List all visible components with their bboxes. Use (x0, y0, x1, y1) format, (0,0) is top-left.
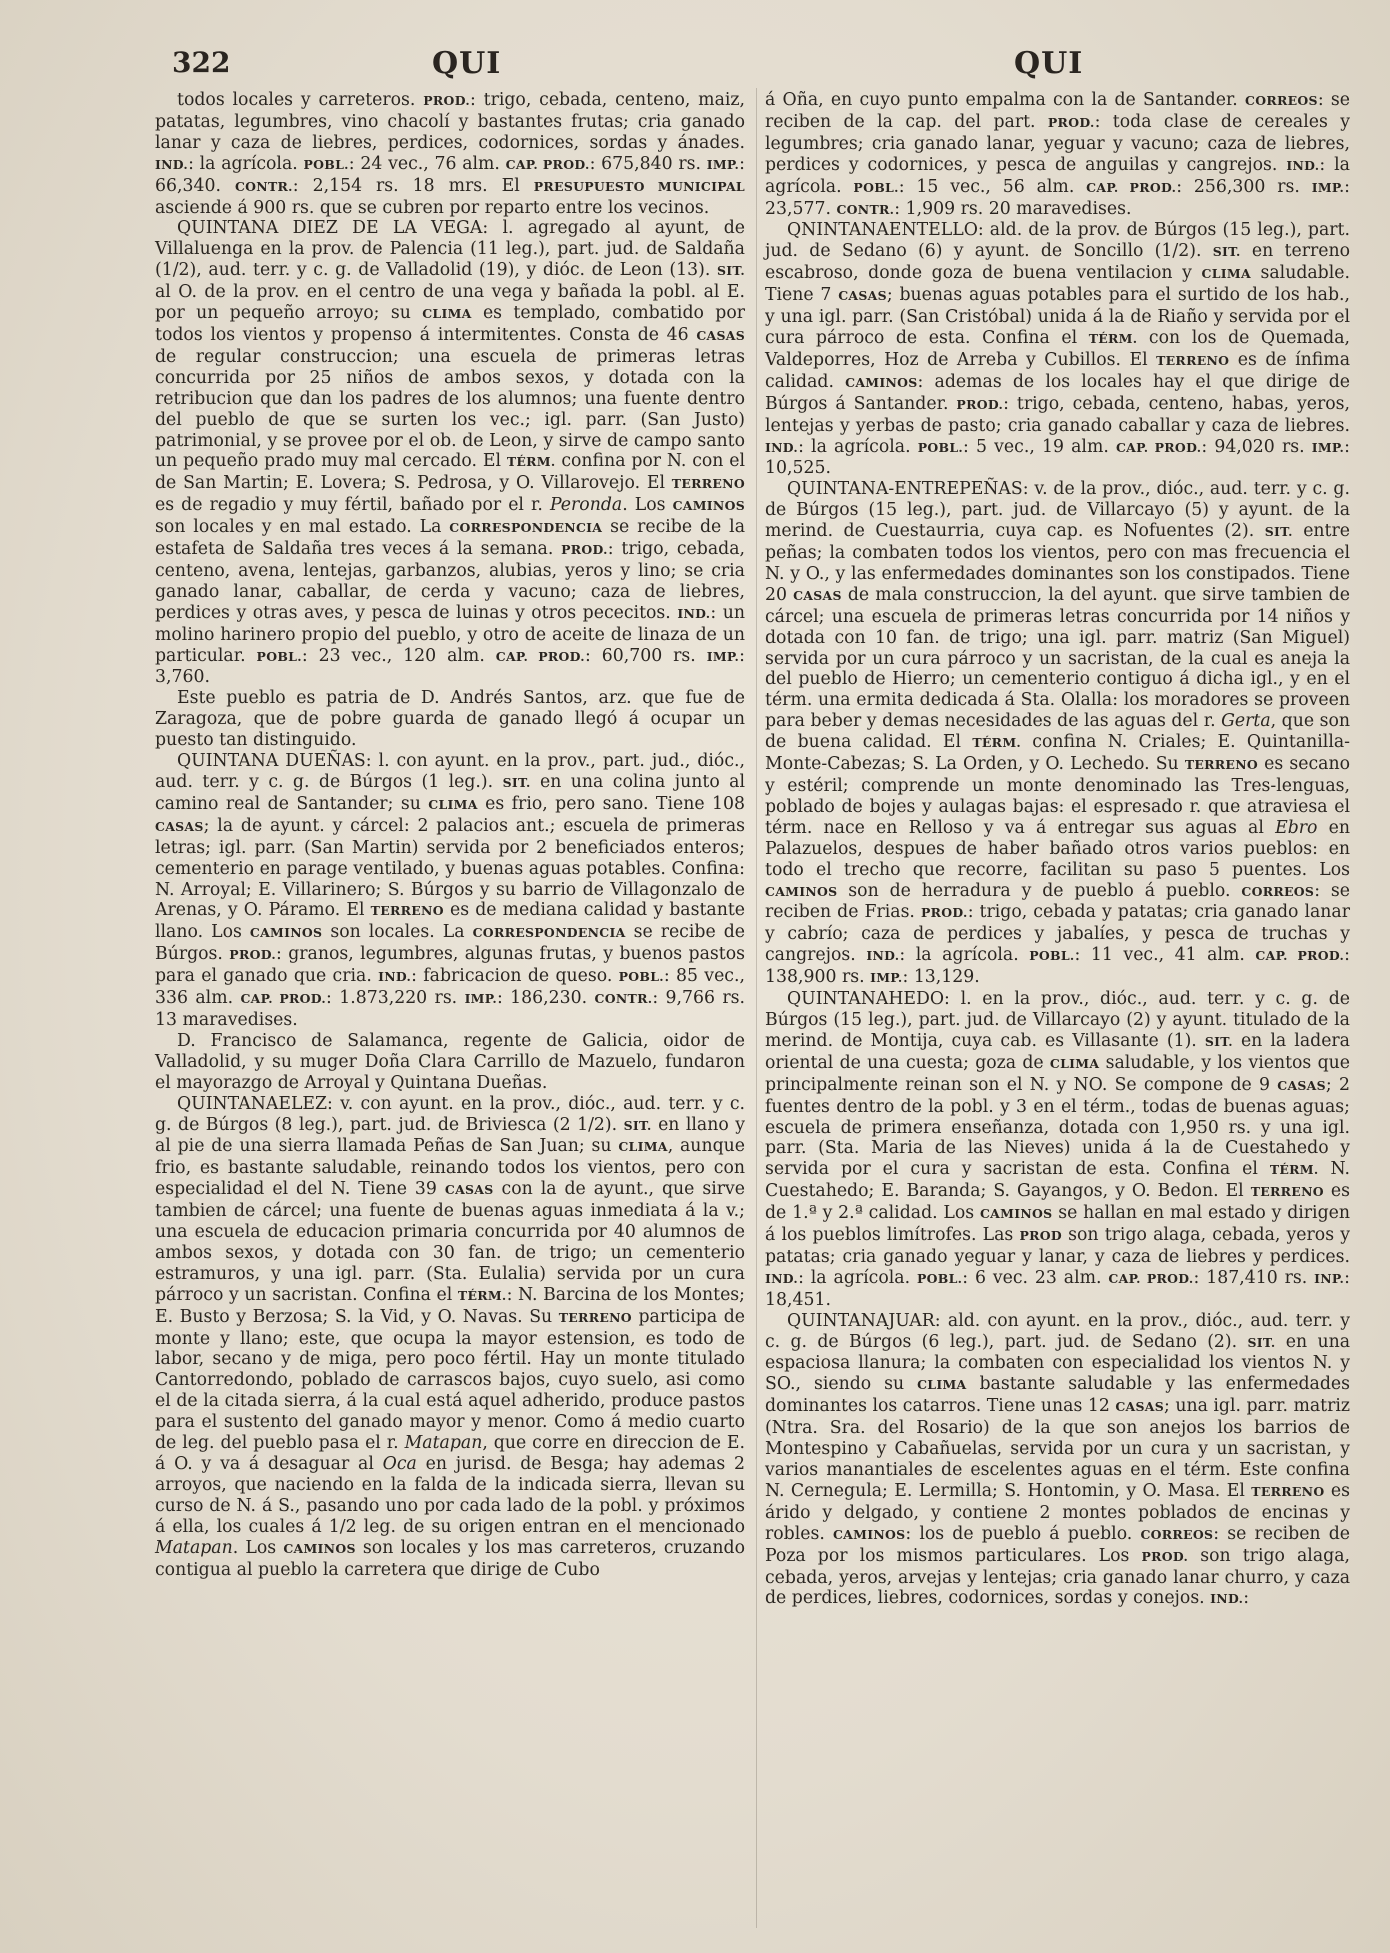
small-caps-term: CORRESPONDENCIA (449, 520, 603, 536)
text-run: : 9,766 rs. 13 maravedises. (155, 988, 746, 1030)
text-run: : 23,577. (765, 176, 1350, 219)
text-run: : 138,900 rs. (765, 945, 1350, 988)
small-caps-term: INP. (1314, 1270, 1345, 1286)
small-caps-term: CLIMA (422, 306, 472, 322)
small-caps-term: IMP. (464, 991, 497, 1007)
article-paragraph (155, 751, 745, 1031)
text-run: de regular construccion; una escuela de primeras letras concurrida por 25 niños de ambos sexos, y dotada con la retribucion que dan los padres de los alumnos; una fuente dentro del pueblo de que se surten los vec.; igl. parr. (San Justo) patrimonial, y se provee por el ob. de Leon, y sirve de campo santo un pequeño prado muy mal cercado. El (155, 346, 745, 472)
text-run: : trigo, cebada y patatas; cria ganado lanar y cabrío; caza de perdices y jabalíes, y pesca de truchas y cangrejos. (765, 902, 1351, 966)
small-caps-term: CASAS (444, 1182, 494, 1198)
small-caps-term: POBL. (917, 439, 964, 455)
text-run: , que son de buena calidad. El (765, 711, 1350, 753)
small-caps-term: POBL. (256, 648, 302, 664)
text-run: con los de Quemada, Valdeporres, Hoz de Arreba y Cubillos. El (765, 327, 1350, 370)
small-caps-term: IMP. (1311, 439, 1345, 455)
text-run: son de herradura y de pueblo á pueblo. (837, 880, 1242, 901)
article-paragraph (765, 989, 1350, 1311)
small-caps-term: TÉRM. (1269, 1162, 1319, 1178)
text-run: : la agrícola. (798, 1267, 917, 1288)
small-caps-term: SIT. (717, 263, 745, 279)
text-run: es árido y delgado, y contiene 2 montes poblados de encinas y robles. (765, 1480, 1351, 1544)
small-caps-term: CASAS (838, 288, 887, 304)
text-run: : 5 vec., 19 alm. (963, 436, 1116, 457)
italic-term: Gerta (1221, 711, 1271, 732)
text-run: . Los (622, 495, 673, 516)
small-caps-term: SIT. (1212, 244, 1241, 260)
small-caps-term: CAMINOS (832, 1526, 906, 1542)
small-caps-term: PROD. (229, 947, 276, 963)
small-caps-term: TERRENO (1184, 757, 1259, 773)
small-caps-term: IND. (866, 948, 900, 964)
small-caps-term: IMP. (706, 648, 740, 664)
text-run: á Oña, en cuyo punto empalma con la de Santander. (765, 90, 1246, 110)
text-run: : 2,154 rs. 18 mrs. El (292, 175, 534, 196)
italic-term: Oca (382, 1454, 417, 1474)
text-run: , aunque frio, es bastante saludable, reinando todos los vientos, pero con especialidad el del N. Tiene 39 (155, 1136, 745, 1200)
text-run: QUINTANA-ENTREPEÑAS: v. de la prov., dióc., aud. terr. y c. g. de Búrgos (15 leg.), part. jud. de Villarcayo (5) y ayunt. de la merind. de Cuestaurria, cuya cap. es Nofuentes (2). (765, 479, 1350, 542)
text-run: : se reciben de la cap. del part. (765, 90, 1350, 132)
text-run: en una colina junto al camino real de Santander; su (155, 772, 745, 814)
text-run: : la agrícola. (798, 436, 918, 457)
article-paragraph (765, 220, 1350, 479)
text-run: : 256,300 rs. (1176, 176, 1312, 197)
text-run: : la agrícola. (765, 154, 1350, 197)
text-run: saludable. Tiene 7 (765, 263, 1350, 306)
text-run: es frio, pero sano. Tiene 108 (477, 793, 745, 814)
text-run: : N. Barcina de los Montes; E. Busto y Berzosa; S. la Vid, y O. Navas. Su (155, 1284, 746, 1327)
small-caps-term: IND. (378, 969, 412, 985)
small-caps-term: CAP. PROD. (1115, 439, 1202, 455)
text-run: : la agrícola. (899, 945, 1030, 966)
small-caps-term: CAMINOS (672, 498, 746, 514)
small-caps-term: TERRENO (1251, 1483, 1325, 1499)
text-run: : 10,525. (765, 436, 1350, 479)
small-caps-term: CASAS (155, 818, 204, 834)
text-run: : trigo, cebada, centeno, habas, yeros, lentejas y yerbas de pasto; cria ganado caballar y caza de liebres. (765, 393, 1350, 436)
text-run: . Los (232, 1537, 284, 1558)
small-caps-term: CASAS (1115, 1399, 1164, 1415)
text-run: son locales y los mas carreteros, cruzando contigua al pueblo la carretera que dirige de Cubo (155, 1537, 746, 1580)
text-run: : 85 vec., 336 alm. (155, 966, 745, 1009)
small-caps-term: TERRENO (558, 1309, 632, 1325)
text-run: son locales. La (322, 922, 473, 943)
text-run: : 66,340. (155, 153, 745, 196)
running-head (0, 40, 1390, 90)
small-caps-term: IMP. (1311, 179, 1345, 195)
text-run: en Palazuelos, despues de haber bañado otros varios pueblos: en todo el trecho que recorre, facilitan su paso 5 puentes. Los (765, 817, 1350, 880)
text-run: ; buenas aguas potables para el surtido de los hab., y una igl. parr. (San Cristóbal) unida á la de Riaño y servida por el cura párroco de esta. Confina el (765, 285, 1350, 348)
text-run: se recibe de Búrgos. (155, 922, 745, 965)
small-caps-term: CONTR. (594, 991, 653, 1007)
text-run: se hallan en mal estado y dirigen á los pueblos limítrofes. Las (765, 1203, 1350, 1246)
text-run: en jurisd. de Besga; hay ademas 2 arroyos, que naciendo en la falda de la indicada sierra, llevan su curso de N. á S., pasando uno por cada lado de la pobl. y próximos á ella, los cuales á 1/2 leg. de su origen entran en el mencionado (155, 1454, 745, 1537)
italic-term: Peronda (549, 495, 623, 516)
right-column (765, 90, 1350, 1610)
text-run: : 187,410 rs. (1193, 1267, 1315, 1288)
small-caps-term: CORRESPONDENCIA (472, 925, 626, 941)
small-caps-term: SIT. (1204, 1033, 1233, 1049)
text-run: : 1,909 rs. 20 maravedises. (894, 198, 1132, 219)
article-paragraph (765, 479, 1350, 989)
text-run: todos locales y carreteros. (177, 90, 424, 110)
left-column (155, 90, 745, 1580)
small-caps-term: CORREOS (1140, 1526, 1214, 1542)
text-run: QUINTANAJUAR: ald. con ayunt. en la prov., dióc., aud. terr. y c. g. de Búrgos (6 leg.), part. jud. de Sedano (2). (765, 1310, 1350, 1352)
small-caps-term: PROD. (423, 93, 470, 108)
text-run: : granos, legumbres, algunas frutas, y buenos pastos para el ganado que cria. (155, 944, 745, 987)
small-caps-term: CORREOS (1241, 883, 1315, 899)
text-run: D. Francisco de Salamanca, regente de Galicia, oidor de Valladolid, y su muger Doña Clara Carrillo de Mazuelo, fundaron el mayorazgo de Arroyal y Quintana Dueñas. (155, 1030, 745, 1093)
text-run: : 60,700 rs. (584, 645, 707, 666)
text-run: bastante saludable y las enfermedades dominantes los catarros. Tiene unas 12 (765, 1374, 1350, 1417)
italic-term: Matapan (404, 1433, 483, 1454)
small-caps-term: TERRENO (671, 476, 745, 492)
text-run: QUINTANA DUEÑAS: l. con ayunt. en la prov., part. jud., dióc., aud. terr. y c. g. de Búrgos (1 leg.). (155, 751, 745, 792)
text-run: : trigo, cebada, centeno, maiz, patatas, legumbres, vino chacolí y bastantes frutas; cria ganado lanar y caza de liebres, perdices, codornices, sordas y ánades. (155, 90, 746, 153)
text-run: : trigo, cebada, centeno, avena, lentejas, garbanzos, alubias, yeros y lino; se cria ganado lanar, caballar, de cerda y vacuno; caza de liebres, perdices y otras aves, y pesca de luinas y otros pececitos. (155, 539, 745, 623)
article-paragraph (155, 1094, 745, 1581)
small-caps-term: CAP. PROD. (505, 156, 590, 172)
small-caps-term: TÉRM. (457, 1287, 507, 1303)
italic-term: Matapan (155, 1537, 233, 1558)
small-caps-term: CLIMA (917, 1377, 967, 1393)
text-run: : 11 vec., 41 alm. (1074, 945, 1256, 966)
text-run: : ademas de los locales hay el que dirige de Búrgos á Santander. (765, 371, 1350, 414)
page-number: 322 (172, 46, 231, 79)
text-run: QUINTANA DIEZ DE LA VEGA: l. agregado al ayunt, de Villaluenga en la prov. de Palencia (11 leg.), part. jud. de Saldaña (1/2), aud. terr. y c. g. de Valladolid (19), y dióc. de Leon (13). (155, 218, 745, 281)
small-caps-term: TÉRM. (506, 454, 556, 470)
article-paragraph (155, 1031, 745, 1094)
article-paragraph (155, 90, 745, 218)
small-caps-term: PROD. (956, 396, 1004, 412)
small-caps-term: CAP. PROD. (1255, 948, 1345, 964)
text-run: ; la de ayunt. y cárcel: 2 palacios ant.; escuela de primeras letras; igl. parr. (San Martin) servida por 2 beneficiados enteros; cementerio en parage ventilado, y buenas aguas potables. Confina: N. Arroyal; E. Villarinero; S. Búrgos y su barrio de Villagonzalo de Arenas, y O. Páramo. El (155, 815, 745, 921)
small-caps-term: TERRENO (1250, 1184, 1324, 1200)
small-caps-term: IMP. (706, 156, 740, 172)
text-run: al O. de la prov. en el centro de una vega y bañada la pobl. al E. por un pequeño arroyo; su (155, 282, 745, 324)
small-caps-term: SIT. (502, 775, 531, 790)
small-caps-term: IMP. (870, 970, 903, 986)
small-caps-term: IND. (765, 1270, 799, 1286)
text-run: : fabricacion de queso. (411, 966, 619, 987)
small-caps-term: IND. (677, 605, 711, 621)
small-caps-term: POBL. (303, 156, 349, 172)
small-caps-term: CONTR. (836, 201, 895, 217)
text-run: : 94,020 rs. (1201, 436, 1312, 457)
text-run: : un molino harinero propio del pueblo, y otro de aceite de linaza de un particular. (155, 602, 745, 666)
running-head-right: QUI (1014, 46, 1084, 81)
small-caps-term: CAP. PROD. (1086, 179, 1177, 195)
small-caps-term: CLIMA (1049, 1055, 1100, 1071)
small-caps-term: CAMINOS (765, 883, 838, 899)
small-caps-term: SIT. (623, 1117, 652, 1133)
small-caps-term: CLIMA (618, 1139, 668, 1155)
text-run: : 1.873,220 rs. (326, 988, 465, 1009)
small-caps-term: IND. (155, 156, 189, 172)
text-run: : (1243, 1588, 1250, 1609)
small-caps-term: TERRENO (1156, 352, 1230, 368)
small-caps-term: PRESUPUESTO MUNICIPAL (533, 178, 745, 194)
article-paragraph (155, 218, 745, 688)
text-run: QNINTANAENTELLO: ald. de la prov. de Búrgos (15 leg.), part. jud. de Sedano (6) y ayunt. de Soncillo (1/2). (765, 220, 1350, 262)
text-run: confina N. Criales; E. Quintanilla-Monte-Cabezas; S. La Orden, y O. Lechedo. Su (765, 732, 1350, 775)
small-caps-term: CAMINOS (979, 1206, 1053, 1222)
text-run: : la agrícola. (188, 153, 304, 174)
text-run: en terreno escabroso, donde goza de buena ventilacion y (765, 241, 1350, 284)
text-run: : 13,129. (902, 967, 980, 988)
text-run: : 675,840 rs. (589, 153, 707, 174)
small-caps-term: CAP. PROD. (495, 648, 585, 664)
text-run: Este pueblo es patria de D. Andrés Santos, arz. que fue de Zaragoza, que de pobre guarda de ganado llegó á ocupar un puesto tan distinguido. (155, 688, 745, 751)
text-run: es de 1.ª y 2.ª calidad. Los (765, 1181, 1350, 1224)
text-run: se recibe de la estafeta de Saldaña tres veces á la semana. (155, 517, 745, 560)
small-caps-term: CASAS (793, 587, 842, 603)
small-caps-term: CASAS (1277, 1077, 1326, 1093)
text-run: QUINTANAELEZ: v. con ayunt. en la prov., dióc., aud. terr. y c. g. de Búrgos (8 leg.), part. jud. de Briviesca (2 1/2). (155, 1093, 745, 1135)
small-caps-term: CLIMA (1201, 266, 1251, 282)
text-run: QUINTANAHEDO: l. en la prov., dióc., aud. terr. y c. g. de Búrgos (15 leg.), part. jud. de Villarcayo (2) y ayunt. titulado de la merind. de Montija, cuya cab. es Villasante (1). (765, 989, 1350, 1051)
small-caps-term: TERRENO (370, 903, 444, 919)
text-run: saludable, y los vientos que principalmente reinan son el N. y NO. Se compone de 9 (765, 1052, 1350, 1095)
small-caps-term: CAMINOS (249, 925, 323, 941)
text-run: : se reciben de Poza por los mismos particulares. Los (765, 1523, 1350, 1566)
small-caps-term: IND. (765, 439, 799, 455)
column-divider (756, 88, 757, 1928)
small-caps-term: PROD. (561, 542, 608, 558)
text-run: : 24 vec., 76 alm. (348, 153, 506, 174)
text-run: N. Cuestahedo; E. Baranda; S. Gayangos, y O. Bedon. El (765, 1159, 1350, 1202)
text-run: con la de ayunt., que sirve tambien de cárcel; una fuente de buenas aguas inmediata á la v.; una escuela de educacion primaria concurrida por 40 alumnos de ambos sexos, y dotada con 30 fan. de trigo; un cementerio estramuros, y una igl. parr. (Sta. Eulalia) servida por un cura párroco y un sacristan. Confina el (155, 1179, 745, 1305)
text-run: son trigo alaga, cebada, yeros y patatas; cria ganado yeguar y lanar, y caza de liebres y perdices. (765, 1225, 1351, 1267)
small-caps-term: PROD. (1047, 114, 1095, 130)
text-run: , que corre en direccion de E. á O. y va á desaguar al (155, 1433, 746, 1474)
text-run: es templado, combatido por todos los vientos y propenso á intermitentes. Consta de 46 (155, 303, 745, 345)
small-caps-term: IND. (1210, 1591, 1244, 1607)
text-run: : toda clase de cereales y legumbres; cria ganado lanar, yeguar y vacuno; caza de liebres, perdices y codornices, y pesca de anguilas y cangrejos. (765, 111, 1350, 175)
small-caps-term: CASAS (696, 327, 745, 343)
small-caps-term: PROD (1019, 1228, 1062, 1244)
text-run: : 186,230. (496, 988, 595, 1009)
small-caps-term: SIT. (1264, 524, 1293, 540)
small-caps-term: POBL. (916, 1270, 963, 1286)
small-caps-term: POBL. (1029, 948, 1075, 964)
small-caps-term: CLIMA (428, 796, 478, 812)
small-caps-term: POBL. (853, 179, 899, 195)
small-caps-term: CAP. PROD. (1108, 1270, 1194, 1286)
small-caps-term: TÉRM. (972, 735, 1022, 751)
text-run: en la ladera oriental de una cuesta; goza de (765, 1030, 1350, 1073)
text-run: : se reciben de Frias. (765, 880, 1350, 923)
text-run: es de regadio y muy fértil, bañado por el r. (155, 495, 550, 516)
small-caps-term: PROD. (1141, 1548, 1189, 1564)
text-run: : 3,760. (155, 645, 745, 688)
text-run: : 6 vec. 23 alm. (962, 1267, 1109, 1288)
text-run: son trigo alaga, cebada, yeros, arvejas y lentejas; cria ganado lanar churro, y caza de perdices, liebres, codornices, sordas y conejos. (765, 1545, 1350, 1609)
small-caps-term: CONTR. (234, 178, 293, 194)
text-run: ; 2 fuentes dentro de la pobl. y 3 en el térm., todas de buenas aguas; escuela de primera enseñanza, dotada con 1,950 rs. y una igl. parr. (Sta. Maria de las Nieves) unida á la de Cuestahedo y servida por el cura y sacristan de esta. Confina el (765, 1074, 1350, 1180)
text-run: : 23 vec., 120 alm. (301, 645, 496, 666)
small-caps-term: IND. (1286, 157, 1320, 173)
text-run: es de mediana calidad y bastante llano. Los (155, 900, 745, 943)
text-run: : 15 vec., 56 alm. (898, 176, 1087, 197)
small-caps-term: CAMINOS (283, 1540, 356, 1556)
article-paragraph (765, 90, 1350, 220)
small-caps-term: SIT. (1247, 1334, 1276, 1350)
text-run: : los de pueblo á pueblo. (905, 1523, 1141, 1544)
text-run: es secano y estéril; comprende un monte denominado las Tres-lenguas, poblado de bojes y aulagas bajas: el espresado r. que atraviesa el térm. nace en Relloso y va á entregar sus aguas al (765, 754, 1350, 838)
text-run: : 18,451. (765, 1267, 1350, 1310)
small-caps-term: TÉRM. (1088, 330, 1138, 346)
italic-term: Ebro (1275, 817, 1318, 838)
article-paragraph (765, 1311, 1350, 1611)
text-run: entre peñas; la combaten todos los vientos, pero con mas frecuencia el N. y O., y las enfermedades dominantes son los constipados. Tiene 20 (765, 521, 1350, 605)
text-run: de mala construccion, la del ayunt. que sirve tambien de cárcel; una escuela de primeras letras concurrida por 14 niños y dotada con 10 fan. de trigo; una igl. parr. matriz (San Miguel) servida por un cura párroco y un sacristan, de la cual es aneja la del pueblo de Hierro; un cementerio contiguo á dicha igl., y en el térm. una ermita dedicada á Sta. Olalla: los moradores se proveen para beber y demas necesidades de las aguas del r. (765, 584, 1351, 732)
text-run: es de ínfima calidad. (765, 349, 1350, 392)
small-caps-term: CAP. PROD. (240, 991, 327, 1007)
small-caps-term: PROD. (920, 905, 968, 921)
text-run: confina por N. con el de San Martin; E. Lovera; S. Pedrosa, y O. Villarovejo. El (155, 451, 746, 494)
text-run: son locales y en mal estado. La (155, 517, 450, 538)
article-paragraph (155, 688, 745, 751)
small-caps-term: CAMINOS (845, 374, 918, 390)
small-caps-term: POBL. (618, 969, 664, 985)
text-run: asciende á 900 rs. que se cubren por reparto entre los vecinos. (155, 197, 710, 218)
small-caps-term: CORREOS (1245, 93, 1318, 108)
text-run: ; una igl. parr. matriz (Ntra. Sra. del Rosario) de la que son anejos los barrios de Montespino y Cabañuelas, servida por un cura y un sacristan, y varios manantiales de escelentes aguas en el térm. Este confina N. Cernegula; E. Lermilla; S. Hontomin, y O. Masa. El (765, 1396, 1350, 1501)
running-head-left: QUI (432, 46, 502, 81)
text-run: en llano y al pie de una sierra llamada Peñas de San Juan; su (155, 1114, 745, 1157)
text-run: en una espaciosa llanura; la combaten con especialidad los vientos N. y SO., siendo su (765, 1331, 1351, 1395)
text-run: participa de monte y llano; este, que ocupa la mayor estension, es todo de labor, secano y de miga, pero poco fértil. Hay un monte titulado Cantorredondo, poblado de carrascos bajos, cuyo suelo, asi como el de la citada sierra, á la cual está aquel adherido, produce pastos para el sustento del ganado mayor y menor. Como á medio cuarto de leg. del pueblo pasa el r. (155, 1306, 745, 1454)
